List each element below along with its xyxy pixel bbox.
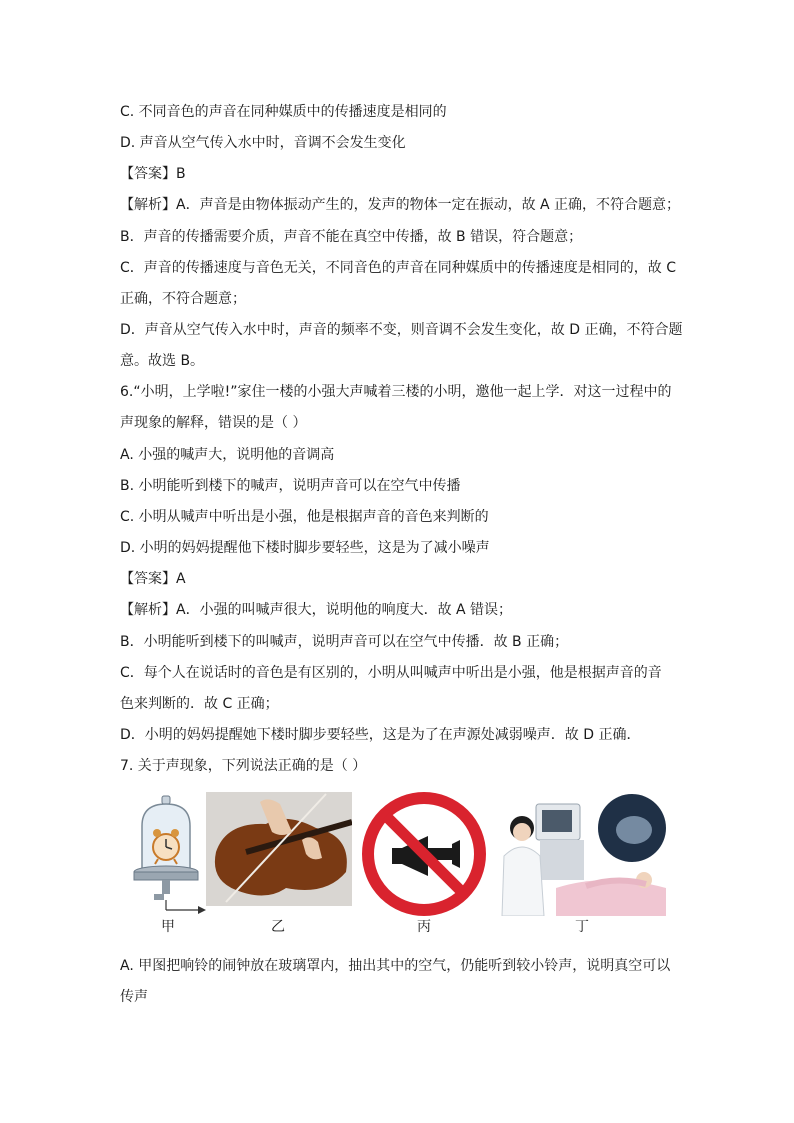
option-b-q6: B. 小明能听到楼下的喊声，说明声音可以在空气中传播 [120, 478, 461, 494]
bell-jar-alarm-clock-figure [128, 792, 208, 920]
option-a-q7: A. 甲图把响铃的闹钟放在玻璃罩内，抽出其中的空气，仍能听到较小铃声，说明真空可以 [120, 958, 671, 974]
question-7-stem: 7. 关于声现象，下列说法正确的是（ ） [120, 758, 367, 774]
analysis-q5-c: C．声音的传播速度与音色无关，不同音色的声音在同种媒质中的传播速度是相同的，故 C [120, 260, 676, 276]
option-c-q6: C. 小明从喊声中听出是小强，他是根据声音的音色来判断的 [120, 509, 489, 525]
option-a-q6: A. 小强的喊声大，说明他的音调高 [120, 447, 335, 463]
question-7-figures [120, 792, 680, 942]
ultrasound-scan-photo-figure [496, 792, 668, 916]
figure-caption-yi: 乙 [271, 919, 285, 935]
analysis-q6-c-cont: 色来判断的．故 C 正确； [120, 696, 279, 712]
analysis-q5-c-cont: 正确，不符合题意； [120, 291, 246, 307]
analysis-q6-c: C．每个人在说话时的音色是有区别的，小明从叫喊声中听出是小强，他是根据声音的音 [120, 665, 662, 681]
analysis-q5-d: D．声音从空气传入水中时，声音的频率不变，则音调不会发生变化，故 D 正确，不符合题 [120, 322, 683, 338]
answer-q6: 【答案】A [120, 571, 186, 587]
figure-caption-jia: 甲 [161, 919, 175, 935]
analysis-q5-b: B．声音的传播需要介质，声音不能在真空中传播，故 B 错误，符合题意； [120, 229, 583, 245]
no-honking-sign-icon [362, 792, 486, 916]
question-6-stem: 6.“小明，上学啦!”家住一楼的小强大声喊着三楼的小明，邀他一起上学．对这一过程中的 [120, 384, 672, 400]
analysis-q6-b: B．小明能听到楼下的叫喊声，说明声音可以在空气中传播．故 B 正确； [120, 634, 569, 650]
answer-q5: 【答案】B [120, 166, 186, 182]
analysis-q6-d: D．小明的妈妈提醒她下楼时脚步要轻些，这是为了在声源处减弱噪声．故 D 正确． [120, 727, 641, 743]
option-c-q5: C. 不同音色的声音在同种媒质中的传播速度是相同的 [120, 104, 447, 120]
figure-caption-ding: 丁 [575, 919, 589, 935]
figure-caption-bing: 丙 [417, 919, 431, 935]
option-d-q6: D. 小明的妈妈提醒他下楼时脚步要轻些，这是为了减小噪声 [120, 540, 490, 556]
analysis-q5-a: 【解析】A．声音是由物体振动产生的，发声的物体一定在振动，故 A 正确，不符合题意； [120, 197, 681, 213]
analysis-q5-d-cont: 意。故选 B。 [120, 353, 205, 369]
option-d-q5: D. 声音从空气传入水中时，音调不会发生变化 [120, 135, 406, 151]
question-6-stem-cont: 声现象的解释，错误的是（ ） [120, 415, 307, 431]
option-a-q7-cont: 传声 [120, 989, 148, 1005]
analysis-q6-a: 【解析】A．小强的叫喊声很大，说明他的响度大．故 A 错误； [120, 602, 513, 618]
violin-photo-figure [206, 792, 352, 906]
